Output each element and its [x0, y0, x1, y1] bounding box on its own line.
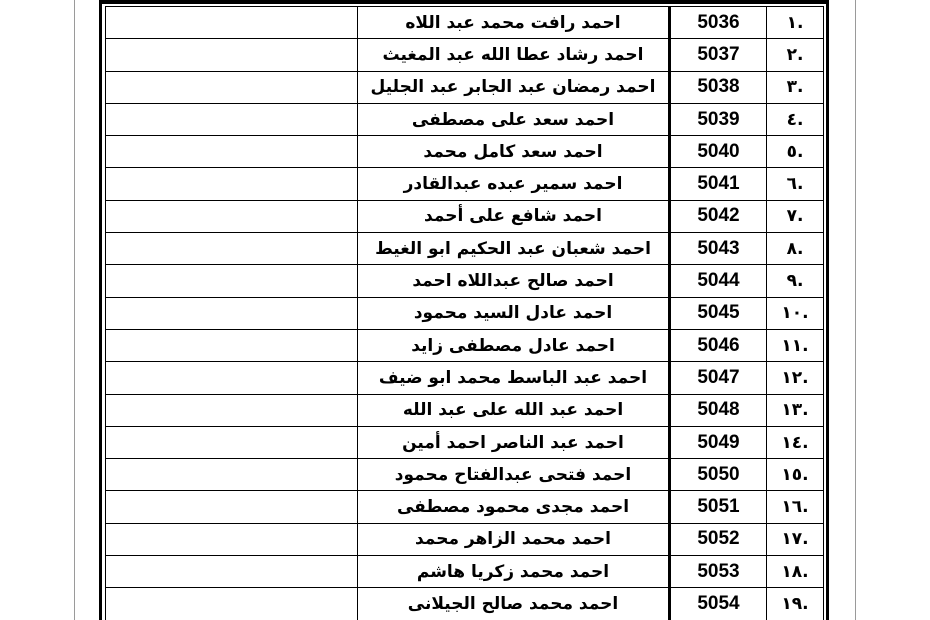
note-cell — [106, 233, 358, 265]
note-cell — [106, 297, 358, 329]
note-cell — [106, 136, 358, 168]
student-code-cell: 5042 — [670, 200, 767, 232]
student-code-cell: 5044 — [670, 265, 767, 297]
row-index-cell: .٩ — [767, 265, 824, 297]
note-cell — [106, 523, 358, 555]
student-name-cell: احمد مجدى محمود مصطفى — [358, 491, 670, 523]
row-index-cell: .١٩ — [767, 588, 824, 620]
table-row — [106, 556, 824, 588]
student-name-cell: احمد عادل السيد محمود — [358, 297, 670, 329]
row-index-cell: .١٣ — [767, 394, 824, 426]
row-index-cell: .١٠ — [767, 297, 824, 329]
student-name-cell: احمد شعبان عبد الحكيم ابو الغيط — [358, 233, 670, 265]
page-frame-left-edge — [74, 0, 75, 620]
row-index-cell: .١ — [767, 7, 824, 39]
student-name-cell: احمد رشاد عطا الله عبد المغيث — [358, 39, 670, 71]
student-name-cell: احمد عادل مصطفى زايد — [358, 329, 670, 361]
table-row — [106, 168, 824, 200]
student-name-cell: احمد رمضان عبد الجابر عبد الجليل — [358, 71, 670, 103]
table-row — [106, 233, 824, 265]
student-name-cell: احمد صالح عبداللاه احمد — [358, 265, 670, 297]
table-row — [106, 265, 824, 297]
note-cell — [106, 265, 358, 297]
student-name-cell: احمد محمد الزاهر محمد — [358, 523, 670, 555]
note-cell — [106, 459, 358, 491]
student-name-cell: احمد شافع على أحمد — [358, 200, 670, 232]
note-cell — [106, 71, 358, 103]
student-code-cell: 5036 — [670, 7, 767, 39]
student-code-cell: 5045 — [670, 297, 767, 329]
table-row — [106, 329, 824, 361]
note-cell — [106, 200, 358, 232]
table-row — [106, 588, 824, 620]
note-cell — [106, 362, 358, 394]
student-code-cell: 5051 — [670, 491, 767, 523]
note-cell — [106, 394, 358, 426]
table-row — [106, 7, 824, 39]
student-code-cell: 5043 — [670, 233, 767, 265]
row-index-cell: .٤ — [767, 103, 824, 135]
row-index-cell: .١٥ — [767, 459, 824, 491]
note-cell — [106, 588, 358, 620]
student-code-cell: 5041 — [670, 168, 767, 200]
names-table — [105, 6, 824, 620]
student-code-cell: 5040 — [670, 136, 767, 168]
student-code-cell: 5039 — [670, 103, 767, 135]
student-code-cell: 5052 — [670, 523, 767, 555]
table-row — [106, 362, 824, 394]
note-cell — [106, 556, 358, 588]
student-name-cell: احمد عبد الله على عبد الله — [358, 394, 670, 426]
table-row — [106, 103, 824, 135]
student-code-cell: 5050 — [670, 459, 767, 491]
row-index-cell: .٨ — [767, 233, 824, 265]
student-name-cell: احمد محمد زكريا هاشم — [358, 556, 670, 588]
student-name-cell: احمد فتحى عبدالفتاح محمود — [358, 459, 670, 491]
student-name-cell: احمد سعد كامل محمد — [358, 136, 670, 168]
student-code-cell: 5038 — [670, 71, 767, 103]
table-row — [106, 491, 824, 523]
row-index-cell: .١٢ — [767, 362, 824, 394]
table-row — [106, 394, 824, 426]
table-row — [106, 523, 824, 555]
student-code-cell: 5049 — [670, 426, 767, 458]
student-code-cell: 5048 — [670, 394, 767, 426]
table-row — [106, 297, 824, 329]
row-index-cell: .٥ — [767, 136, 824, 168]
note-cell — [106, 168, 358, 200]
note-cell — [106, 329, 358, 361]
page-frame-right-edge — [855, 0, 856, 620]
student-code-cell: 5046 — [670, 329, 767, 361]
note-cell — [106, 103, 358, 135]
student-code-cell: 5054 — [670, 588, 767, 620]
table-row — [106, 459, 824, 491]
note-cell — [106, 426, 358, 458]
student-code-cell: 5037 — [670, 39, 767, 71]
row-index-cell: .١١ — [767, 329, 824, 361]
row-index-cell: .١٤ — [767, 426, 824, 458]
student-name-cell: احمد عبد الباسط محمد ابو ضيف — [358, 362, 670, 394]
row-index-cell: .٦ — [767, 168, 824, 200]
table-row — [106, 39, 824, 71]
row-index-cell: .١٧ — [767, 523, 824, 555]
note-cell — [106, 39, 358, 71]
row-index-cell: .١٦ — [767, 491, 824, 523]
table-row — [106, 426, 824, 458]
table-row — [106, 136, 824, 168]
row-index-cell: .١٨ — [767, 556, 824, 588]
row-index-cell: .٢ — [767, 39, 824, 71]
names-table-body — [106, 7, 824, 620]
student-name-cell: احمد سمير عبده عبدالقادر — [358, 168, 670, 200]
table-header-strip — [102, 0, 826, 4]
student-name-cell: احمد رافت محمد عبد اللاه — [358, 7, 670, 39]
student-name-cell: احمد عبد الناصر احمد أمين — [358, 426, 670, 458]
student-name-cell: احمد محمد صالح الجيلانى — [358, 588, 670, 620]
student-code-cell: 5053 — [670, 556, 767, 588]
student-name-cell: احمد سعد على مصطفى — [358, 103, 670, 135]
note-cell — [106, 7, 358, 39]
table-row — [106, 71, 824, 103]
row-index-cell: .٣ — [767, 71, 824, 103]
document-sheet — [99, 0, 829, 620]
note-cell — [106, 491, 358, 523]
table-row — [106, 200, 824, 232]
row-index-cell: .٧ — [767, 200, 824, 232]
student-code-cell: 5047 — [670, 362, 767, 394]
